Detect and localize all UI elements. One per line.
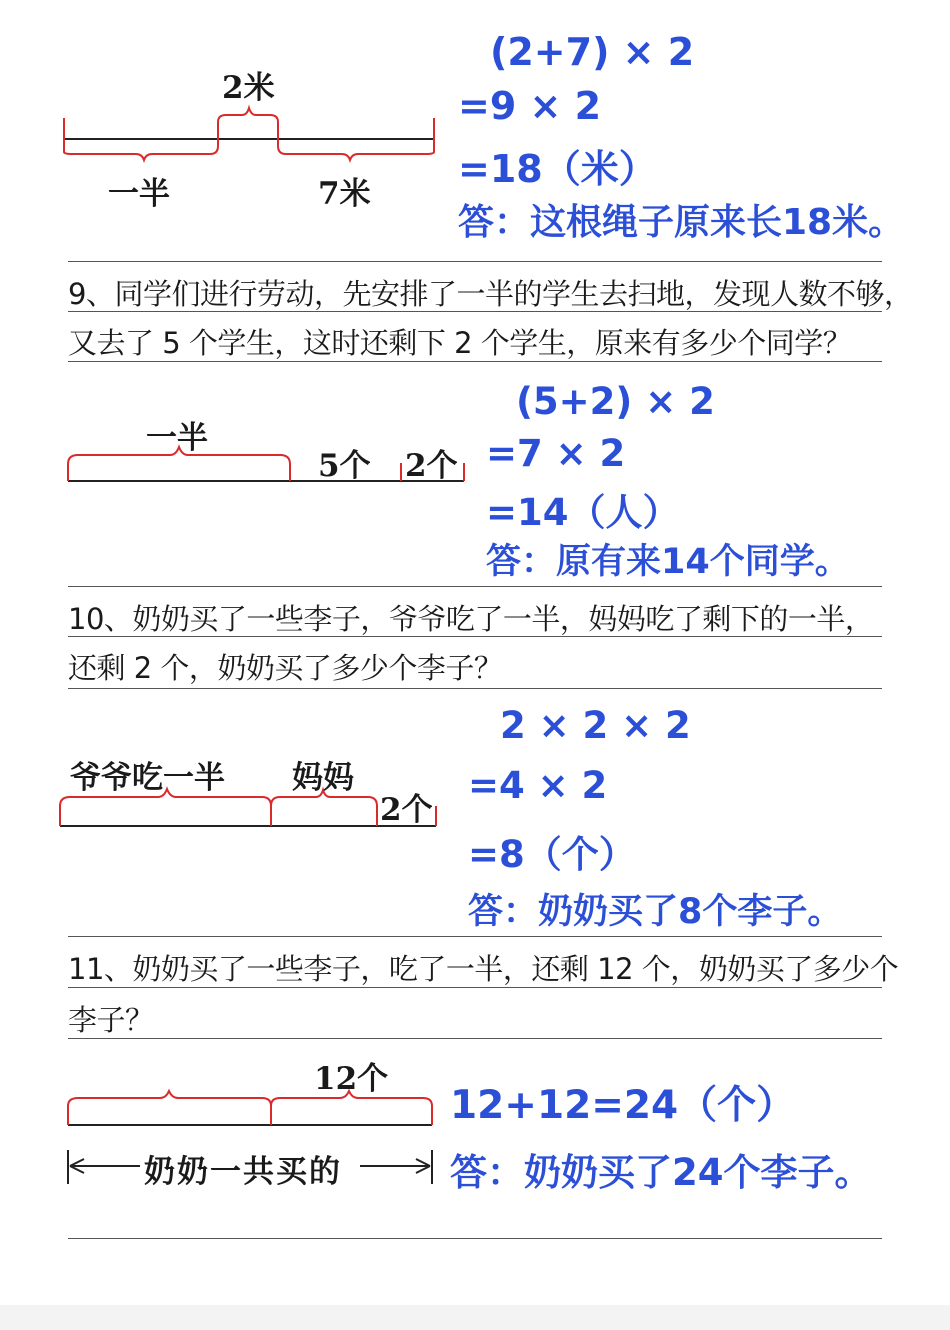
- p8-label-half: 一半: [108, 176, 170, 212]
- p9-solution-line-2: =7 × 2: [486, 432, 626, 475]
- p10-question-line-1: 10、奶奶买了一些李子，爷爷吃了一半，妈妈吃了剩下的一半，: [68, 602, 874, 636]
- p8-answer: 答：这根绳子原来长18米。: [458, 202, 905, 243]
- bottom-margin: [0, 1305, 950, 1330]
- divider: [68, 688, 882, 689]
- p9-answer: 答：原有来14个同学。: [486, 542, 850, 582]
- p8-line-diagram: [64, 108, 434, 160]
- divider: [68, 1238, 882, 1239]
- p11-label-total: 奶奶一共买的: [144, 1154, 342, 1190]
- p11-label-twelve: 12个: [314, 1061, 389, 1097]
- p10-label-mom: 妈妈: [292, 760, 354, 796]
- p10-label-two: 2个: [380, 792, 433, 828]
- p10-question-line-2: 还剩 2 个，奶奶买了多少个李子？: [68, 651, 503, 685]
- p10-solution-line-3: =8（个）: [468, 833, 636, 876]
- p11-brace-left: [68, 1091, 271, 1125]
- p11-solution-line-1: 12+12=24（个）: [450, 1083, 796, 1128]
- divider: [68, 311, 882, 312]
- divider: [68, 1038, 882, 1039]
- p9-question-line-2: 又去了 5 个学生，这时还剩下 2 个学生，原来有多少个同学？: [68, 326, 852, 360]
- p8-label-7m: 7米: [318, 176, 371, 212]
- p10-answer: 答：奶奶买了8个李子。: [468, 892, 843, 932]
- p8-brace-2m: [218, 108, 278, 139]
- p10-solution-line-1: 2 × 2 × 2: [500, 704, 691, 747]
- divider: [68, 987, 882, 988]
- divider: [68, 936, 882, 937]
- p11-answer: 答：奶奶买了24个李子。: [450, 1151, 872, 1194]
- p9-question-line-1: 9、同学们进行劳动，先安排了一半的学生去扫地，发现人数不够，: [68, 277, 913, 311]
- p10-solution-line-2: =4 × 2: [468, 764, 608, 807]
- divider: [68, 361, 882, 362]
- p9-solution-line-3: =14（人）: [486, 491, 680, 534]
- p11-question-line-1: 11、奶奶买了一些李子，吃了一半，还剩 12 个，奶奶买了多少个: [68, 952, 899, 986]
- p8-solution-line-2: =9 × 2: [458, 84, 602, 128]
- p10-label-grandpa: 爷爷吃一半: [70, 760, 225, 796]
- p8-solution-line-3: =18（米）: [458, 147, 657, 191]
- p8-label-2m: 2米: [222, 70, 275, 106]
- divider: [68, 636, 882, 637]
- p9-label-five: 5个: [318, 448, 371, 484]
- p8-solution-line-1: (2+7) × 2: [490, 30, 695, 74]
- divider: [68, 261, 882, 262]
- divider: [68, 586, 882, 587]
- p11-question-line-2: 李子？: [68, 1003, 154, 1037]
- p9-label-two: 2个: [405, 448, 458, 484]
- p9-solution-line-1: (5+2) × 2: [516, 380, 715, 423]
- p9-label-half: 一半: [146, 420, 208, 456]
